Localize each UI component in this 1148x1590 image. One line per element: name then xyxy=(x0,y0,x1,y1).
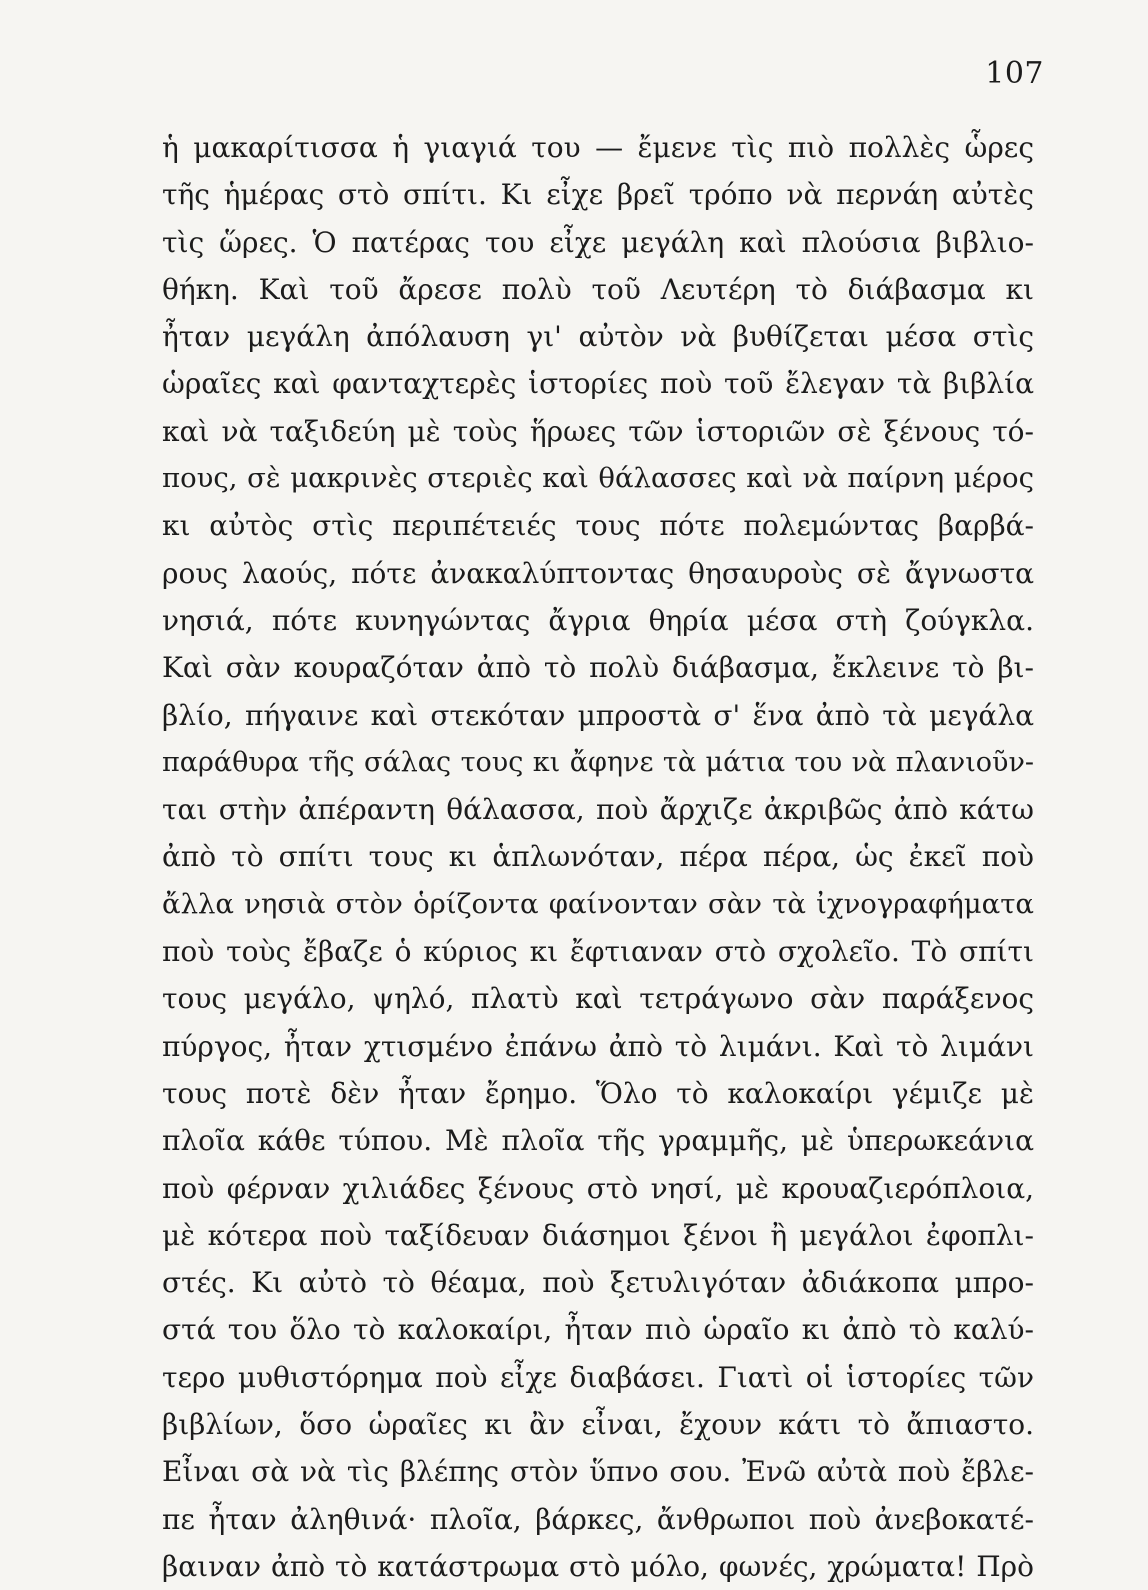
text-line: βαιναν ἀπὸ τὸ κατάστρωμα στὸ μόλο, φωνές, χρώματα! Πρὸ xyxy=(162,1549,1034,1583)
text-line: ἀπὸ τὸ σπίτι τους κι ἁπλωνόταν, πέρα πέρα, ὡς ἐκεῖ ποὺ xyxy=(162,840,1034,874)
text-line: ποὺ τοὺς ἔβαζε ὁ κύριος κι ἔφτιαναν στὸ σχολεῖο. Τὸ σπίτι xyxy=(162,935,1034,969)
text-line: πλοῖα κάθε τύπου. Μὲ πλοῖα τῆς γραμμῆς, μὲ ὑπερωκεάνια xyxy=(162,1124,1034,1158)
body-text xyxy=(162,124,1034,1590)
text-line: τῆς ἡμέρας στὸ σπίτι. Κι εἶχε βρεῖ τρόπο νὰ περνάη αὐτὲς xyxy=(162,178,1034,212)
text-line: Καὶ σὰν κουραζόταν ἀπὸ τὸ πολὺ διάβασμα, ἔκλεινε τὸ βι- xyxy=(162,651,1034,685)
text-line: τους ποτὲ δὲν ἦταν ἔρημο. Ὅλο τὸ καλοκαίρι γέμιζε μὲ xyxy=(162,1076,1034,1110)
text-line: τερο μυθιστόρημα ποὺ εἶχε διαβάσει. Γιατὶ οἱ ἱστορίες τῶν xyxy=(162,1360,1034,1394)
text-line: καὶ νὰ ταξιδεύη μὲ τοὺς ἥρωες τῶν ἱστοριῶν σὲ ξένους τό- xyxy=(162,414,1034,448)
text-line: μὲ κότερα ποὺ ταξίδευαν διάσημοι ξένοι ἢ μεγάλοι ἐφοπλι- xyxy=(162,1218,1034,1252)
text-line: στά του ὅλο τὸ καλοκαίρι, ἦταν πιὸ ὡραῖο κι ἀπὸ τὸ καλύ- xyxy=(162,1313,1034,1347)
text-line: στές. Κι αὐτὸ τὸ θέαμα, ποὺ ξετυλιγόταν ἀδιάκοπα μπρο- xyxy=(162,1266,1034,1300)
text-line: Εἶναι σὰ νὰ τὶς βλέπης στὸν ὕπνο σου. Ἐνῶ αὐτὰ ποὺ ἔβλε- xyxy=(162,1455,1034,1489)
text-line: ται στὴν ἀπέραντη θάλασσα, ποὺ ἄρχιζε ἀκριβῶς ἀπὸ κάτω xyxy=(162,793,1034,827)
text-line: θήκη. Καὶ τοῦ ἄρεσε πολὺ τοῦ Λευτέρη τὸ διάβασμα κι xyxy=(162,272,1034,306)
text-line: ρους λαούς, πότε ἀνακαλύπτοντας θησαυροὺς σὲ ἄγνωστα xyxy=(162,556,1034,590)
text-line: ἡ μακαρίτισσα ἡ γιαγιά του — ἔμενε τὶς πιὸ πολλὲς ὧρες xyxy=(162,131,1034,164)
page-number: 107 xyxy=(985,56,1044,91)
text-line: βιβλίων, ὅσο ὡραῖες κι ἂν εἶναι, ἔχουν κάτι τὸ ἄπιαστο. xyxy=(162,1408,1034,1442)
text-line: βλίο, πήγαινε καὶ στεκόταν μπροστὰ σ' ἕνα ἀπὸ τὰ μεγάλα xyxy=(162,698,1034,732)
text-line: πε ἦταν ἀληθινά· πλοῖα, βάρκες, ἄνθρωποι ποὺ ἀνεβοκατέ- xyxy=(162,1502,1034,1536)
text-line: πύργος, ἦταν χτισμένο ἐπάνω ἀπὸ τὸ λιμάνι. Καὶ τὸ λιμάνι xyxy=(162,1029,1034,1063)
text-line: τους μεγάλο, ψηλό, πλατὺ καὶ τετράγωνο σὰν παράξενος xyxy=(162,982,1034,1016)
text-line: παράθυρα τῆς σάλας τους κι ἄφηνε τὰ μάτια του νὰ πλανιοῦν- xyxy=(162,746,1034,778)
text-line: ποὺ φέρναν χιλιάδες ξένους στὸ νησί, μὲ κρουαζιερόπλοια, xyxy=(162,1171,1034,1205)
text-line: τὶς ὥρες. Ὁ πατέρας του εἶχε μεγάλη καὶ πλούσια βιβλιο- xyxy=(162,225,1034,259)
text-line: πους, σὲ μακρινὲς στεριὲς καὶ θάλασσες καὶ νὰ παίρνη μέρος xyxy=(162,462,1034,495)
text-line: ὡραῖες καὶ φανταχτερὲς ἱστορίες ποὺ τοῦ ἔλεγαν τὰ βιβλία xyxy=(162,367,1034,401)
text-line: ἄλλα νησιὰ στὸν ὁρίζοντα φαίνονταν σὰν τὰ ἰχνογραφήματα xyxy=(162,887,1034,920)
text-line: ἦταν μεγάλη ἀπόλαυση γι' αὐτὸν νὰ βυθίζεται μέσα στὶς xyxy=(162,320,1034,354)
text-line: κι αὐτὸς στὶς περιπέτειές τους πότε πολεμώντας βαρβά- xyxy=(162,509,1034,543)
text-line: νησιά, πότε κυνηγώντας ἄγρια θηρία μέσα στὴ ζούγκλα. xyxy=(162,603,1034,637)
